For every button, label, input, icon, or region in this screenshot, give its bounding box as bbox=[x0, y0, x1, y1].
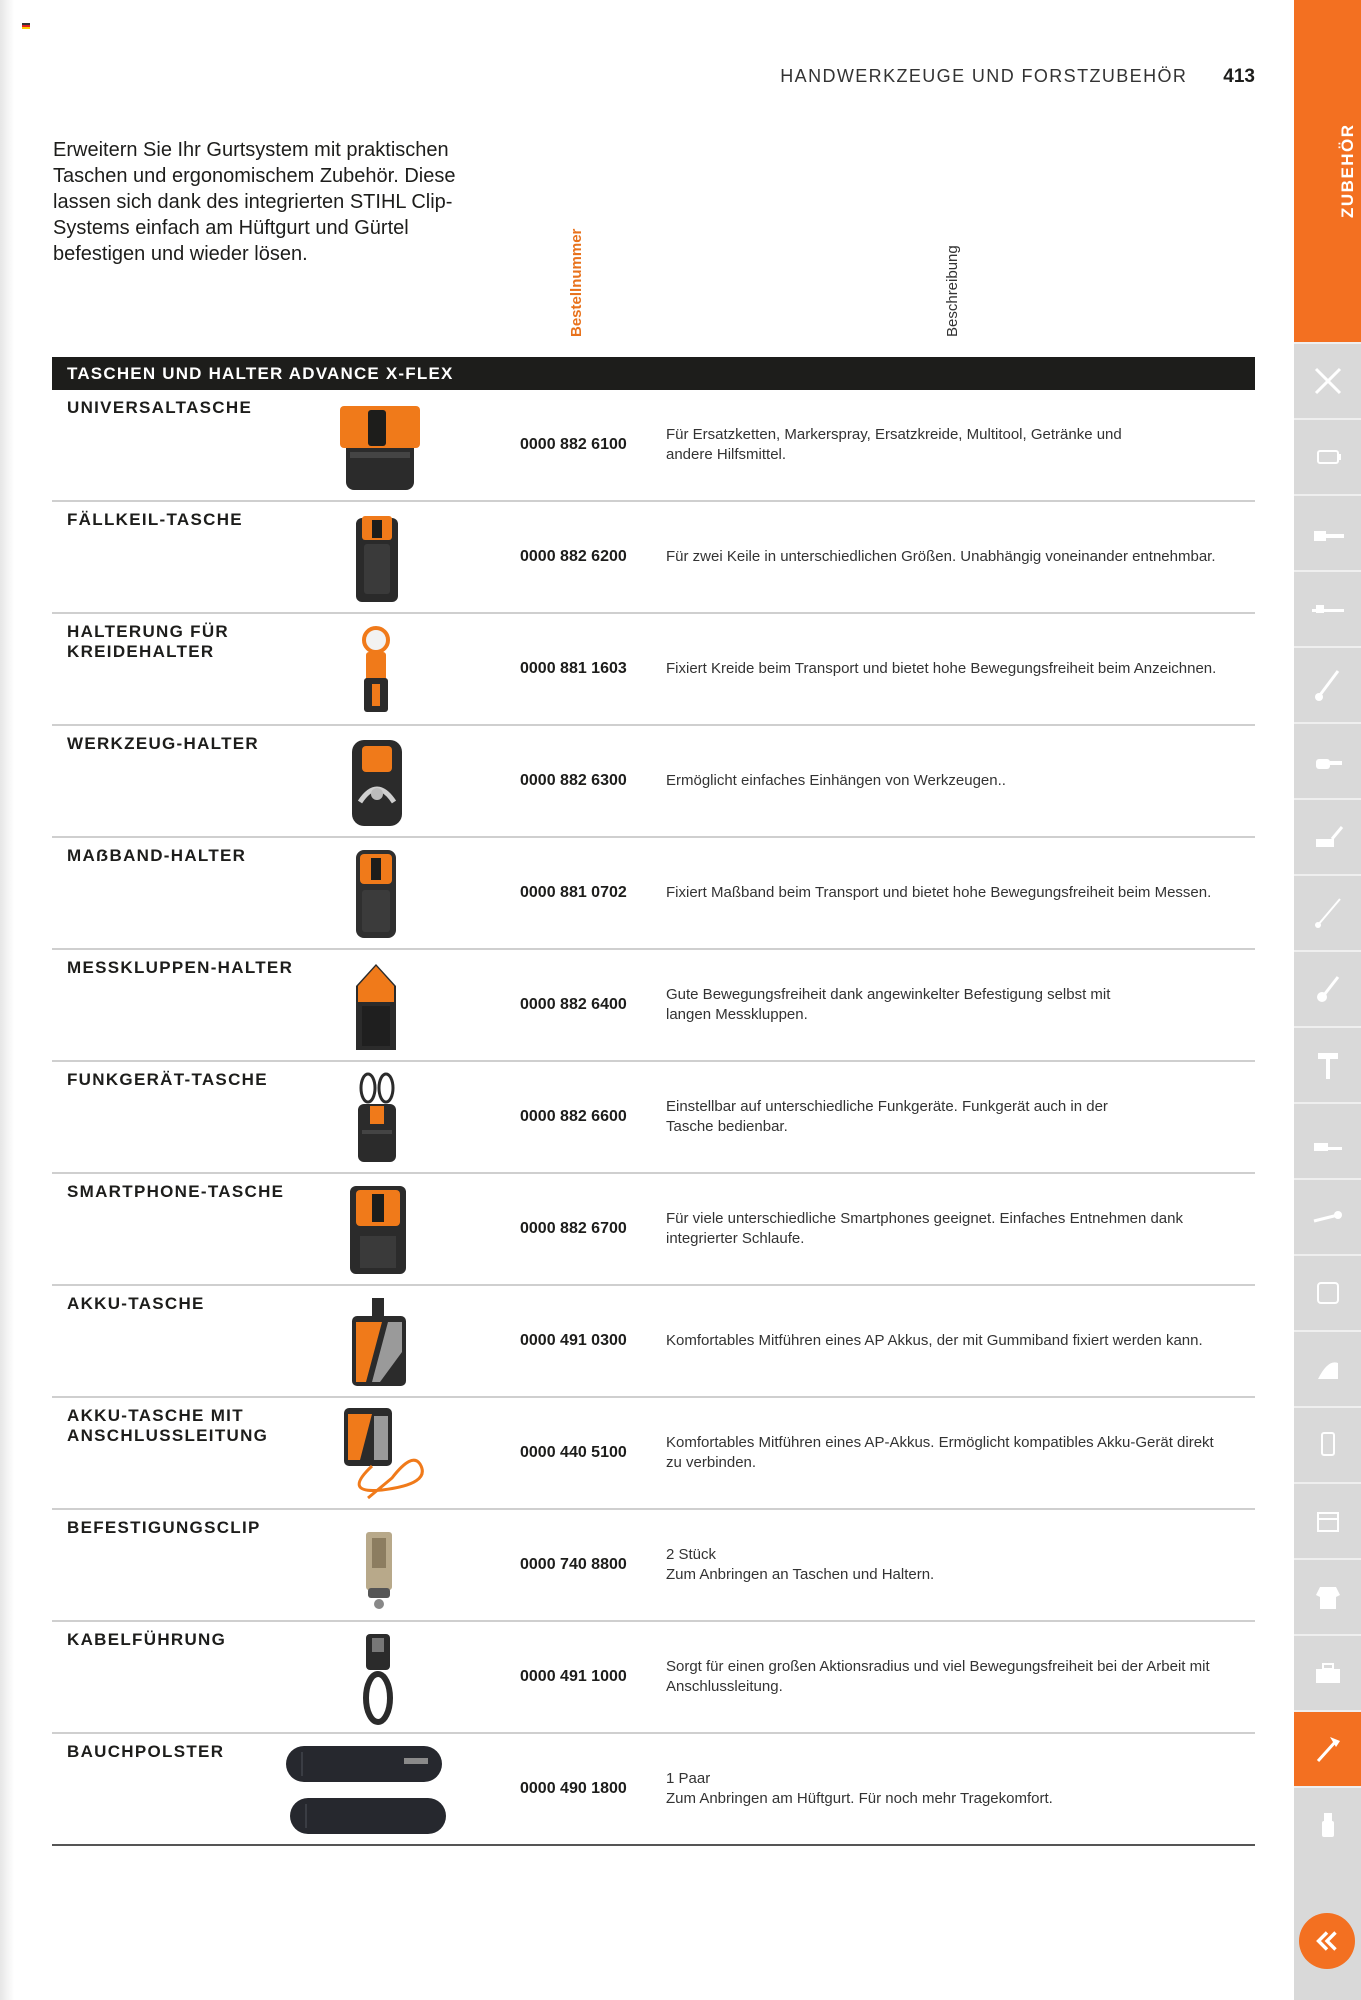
product-name: AKKU-TASCHE bbox=[67, 1294, 205, 1313]
axe-icon[interactable] bbox=[1294, 1710, 1361, 1786]
product-row bbox=[52, 1286, 1255, 1398]
product-name: BEFESTIGUNGSCLIP bbox=[67, 1518, 261, 1537]
chalk-holder-image bbox=[272, 620, 472, 718]
product-name: HALTERUNG FÜR KREIDEHALTER bbox=[67, 622, 230, 661]
radio-bag-image bbox=[272, 1068, 472, 1166]
product-table bbox=[52, 357, 1255, 1846]
intro-text: Erweitern Sie Ihr Gurtsystem mit praktischen Taschen und ergonomischem Zubehör. Diese lassen sich dank des integrierten STIHL Clip-Systems einfach am Hüftgurt und Gürtel befestigen und wieder lösen. bbox=[53, 139, 456, 265]
phone-icon[interactable] bbox=[1294, 1406, 1361, 1482]
universal-bag-image bbox=[272, 396, 472, 494]
sidebar-category-tab[interactable] bbox=[1294, 0, 1361, 342]
product-name: FÄLLKEIL-TASCHE bbox=[67, 510, 243, 529]
product-row bbox=[52, 1510, 1255, 1622]
order-number: 0000 440 5100 bbox=[520, 1444, 627, 1461]
caliper-holder-image bbox=[272, 956, 472, 1054]
order-number: 0000 740 8800 bbox=[520, 1556, 627, 1573]
cable-guide-image bbox=[272, 1628, 472, 1726]
product-name: SMARTPHONE-TASCHE bbox=[67, 1182, 285, 1201]
description-text: Gute Bewegungsfreiheit dank angewinkelter Befestigung selbst mit langen Messkluppen. bbox=[666, 986, 1111, 1023]
product-row bbox=[52, 1734, 1255, 1846]
product-row bbox=[52, 502, 1255, 614]
chainsaw-icon[interactable] bbox=[1294, 494, 1361, 570]
description-text: Komfortables Mitführen eines AP Akkus, der mit Gummiband fixiert werden kann. bbox=[666, 1332, 1203, 1349]
column-header-order-number: Bestellnummer bbox=[568, 228, 585, 337]
description-text: Für viele unterschiedliche Smartphones geeignet. Einfaches Entnehmen dank integrierter Schlaufe. bbox=[666, 1210, 1183, 1247]
product-row bbox=[52, 1622, 1255, 1734]
product-row bbox=[52, 950, 1255, 1062]
storage-icon[interactable] bbox=[1294, 1482, 1361, 1558]
product-description bbox=[666, 1062, 1256, 1172]
product-row bbox=[52, 390, 1255, 502]
cultivator-icon[interactable] bbox=[1294, 950, 1361, 1026]
running-head bbox=[700, 66, 1255, 88]
battery-bag-cable-image bbox=[272, 1404, 472, 1502]
spray-bottle-icon[interactable] bbox=[1294, 1786, 1361, 1862]
sidebar-category-label: ZUBEHÖR bbox=[1338, 123, 1357, 218]
order-number: 0000 882 6700 bbox=[520, 1220, 627, 1237]
order-number: 0000 882 6400 bbox=[520, 996, 627, 1013]
clothing-icon[interactable] bbox=[1294, 1558, 1361, 1634]
order-number: 0000 882 6100 bbox=[520, 436, 627, 453]
pole-saw-icon[interactable] bbox=[1294, 570, 1361, 646]
product-description bbox=[666, 838, 1256, 948]
lawnmower-icon[interactable] bbox=[1294, 798, 1361, 874]
order-number: 0000 882 6600 bbox=[520, 1108, 627, 1125]
earth-auger-icon[interactable] bbox=[1294, 1026, 1361, 1102]
product-description bbox=[666, 726, 1256, 836]
language-flag-icon[interactable] bbox=[22, 23, 30, 29]
product-name: AKKU-TASCHE MIT ANSCHLUSSLEITUNG bbox=[67, 1406, 269, 1445]
product-name: FUNKGERÄT-TASCHE bbox=[67, 1070, 268, 1089]
description-text: 1 Paar Zum Anbringen am Hüftgurt. Für noch mehr Tragekomfort. bbox=[666, 1770, 1053, 1807]
product-description bbox=[666, 1174, 1256, 1284]
battery-bag-image bbox=[272, 1292, 472, 1390]
product-row bbox=[52, 614, 1255, 726]
product-name: WERKZEUG-HALTER bbox=[67, 734, 259, 753]
brushcutter-icon[interactable] bbox=[1294, 646, 1361, 722]
description-text: Komfortables Mitführen eines AP-Akkus. Ermöglicht kompatibles Akku-Gerät direkt zu verbinden. bbox=[666, 1434, 1214, 1471]
product-row bbox=[52, 1062, 1255, 1174]
order-number: 0000 881 0702 bbox=[520, 884, 627, 901]
product-description bbox=[666, 950, 1256, 1060]
description-text: Einstellbar auf unterschiedliche Funkgeräte. Funkgerät auch in der Tasche bedienbar. bbox=[666, 1098, 1108, 1135]
product-row bbox=[52, 1174, 1255, 1286]
product-description bbox=[666, 1622, 1256, 1732]
order-number: 0000 881 1603 bbox=[520, 660, 627, 677]
product-description bbox=[666, 1286, 1256, 1396]
tools-icon[interactable] bbox=[1294, 342, 1361, 418]
order-number: 0000 490 1800 bbox=[520, 1780, 627, 1797]
description-text: Fixiert Maßband beim Transport und bietet hohe Bewegungsfreiheit beim Messen. bbox=[666, 884, 1212, 901]
product-name: MAẞBAND-HALTER bbox=[67, 846, 247, 865]
category-sidebar bbox=[1294, 0, 1361, 2000]
robot-mower-icon[interactable] bbox=[1294, 1254, 1361, 1330]
hedge-trimmer-icon[interactable] bbox=[1294, 1102, 1361, 1178]
product-row bbox=[52, 838, 1255, 950]
product-name: MESSKLUPPEN-HALTER bbox=[67, 958, 294, 977]
phone-bag-image bbox=[272, 1180, 472, 1278]
product-description bbox=[666, 502, 1256, 612]
back-button[interactable] bbox=[1299, 1913, 1355, 1969]
product-row bbox=[52, 1398, 1255, 1510]
product-description bbox=[666, 390, 1256, 500]
order-number: 0000 491 1000 bbox=[520, 1668, 627, 1685]
toolbox-icon[interactable] bbox=[1294, 1634, 1361, 1710]
sprayer-icon[interactable] bbox=[1294, 1178, 1361, 1254]
product-name: UNIVERSALTASCHE bbox=[67, 398, 253, 417]
order-number: 0000 491 0300 bbox=[520, 1332, 627, 1349]
trimmer-icon[interactable] bbox=[1294, 874, 1361, 950]
description-text: 2 Stück Zum Anbringen an Taschen und Haltern. bbox=[666, 1546, 935, 1583]
order-number: 0000 882 6200 bbox=[520, 548, 627, 565]
description-text: Für zwei Keile in unterschiedlichen Größen. Unabhängig voneinander entnehmbar. bbox=[666, 548, 1216, 565]
group-header: TASCHEN UND HALTER ADVANCE X-FLEX bbox=[52, 357, 1255, 390]
product-description bbox=[666, 1734, 1256, 1844]
section-title: HANDWERKZEUGE UND FORSTZUBEHÖR bbox=[780, 66, 1188, 86]
tool-holder-image bbox=[272, 732, 472, 830]
description-text: Fixiert Kreide beim Transport und bietet hohe Bewegungsfreiheit beim Anzeichnen. bbox=[666, 660, 1217, 677]
blower-icon[interactable] bbox=[1294, 722, 1361, 798]
column-header-description: Beschreibung bbox=[944, 245, 961, 337]
product-description bbox=[666, 1510, 1256, 1620]
description-text: Für Ersatzketten, Markerspray, Ersatzkreide, Multitool, Getränke und andere Hilfsmittel. bbox=[666, 426, 1122, 463]
product-name: KABELFÜHRUNG bbox=[67, 1630, 227, 1649]
belly-pad-image bbox=[272, 1740, 472, 1838]
wedge-bag-image bbox=[272, 508, 472, 606]
double-chevron-left-icon bbox=[1310, 1924, 1344, 1958]
battery-icon[interactable] bbox=[1294, 418, 1361, 494]
page-edge-shadow bbox=[0, 0, 14, 2000]
product-name: BAUCHPOLSTER bbox=[67, 1742, 225, 1761]
tape-holder-image bbox=[272, 844, 472, 942]
vacuum-icon[interactable] bbox=[1294, 1330, 1361, 1406]
page-number: 413 bbox=[1223, 66, 1255, 87]
product-row bbox=[52, 726, 1255, 838]
description-text: Sorgt für einen großen Aktionsradius und viel Bewegungsfreiheit bei der Arbeit mit Anschlussleitung. bbox=[666, 1658, 1210, 1695]
clip-image bbox=[272, 1516, 472, 1614]
description-text: Ermöglicht einfaches Einhängen von Werkzeugen.. bbox=[666, 772, 1006, 789]
product-description bbox=[666, 614, 1256, 724]
order-number: 0000 882 6300 bbox=[520, 772, 627, 789]
product-description bbox=[666, 1398, 1256, 1508]
